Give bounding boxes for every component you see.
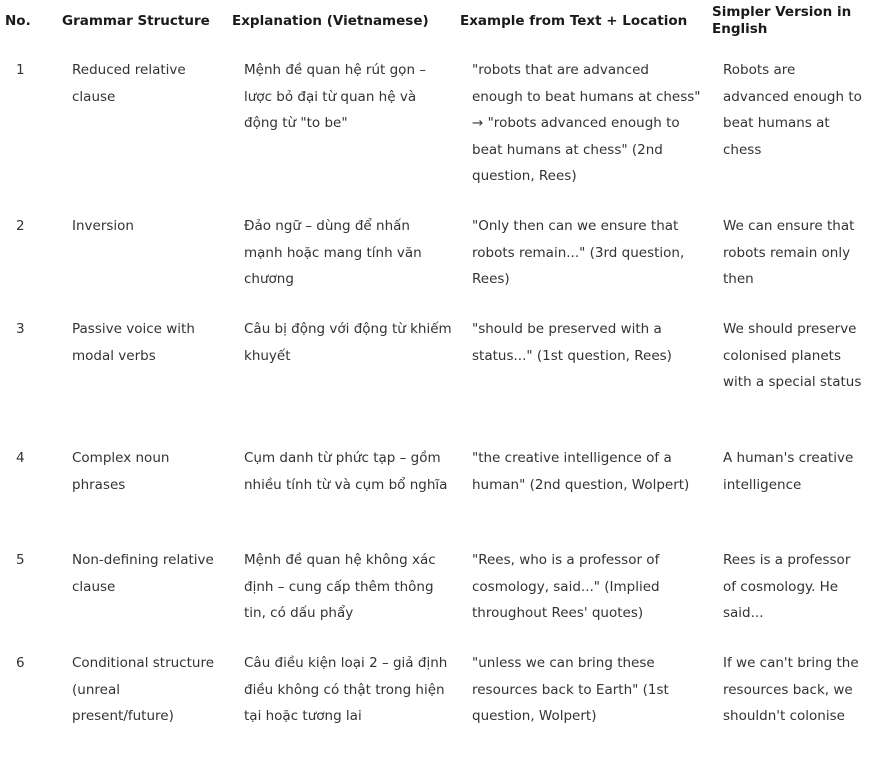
cell-structure: Passive voice with modal verbs: [72, 321, 195, 364]
cell-explanation: Đảo ngữ – dùng để nhấn mạnh hoặc mang tính văn chương: [244, 218, 422, 287]
cell-explanation: Câu bị động với động từ khiếm khuyết: [244, 321, 452, 364]
table-row: [0, 48, 869, 204]
cell-example: "the creative intelligence of a human" (2nd question, Wolpert): [472, 450, 690, 493]
cell-example: "robots that are advanced enough to beat humans at chess" → "robots advanced enough to beat humans at chess" (2nd question, Rees): [472, 62, 701, 184]
cell-no: 4: [16, 450, 25, 466]
cell-explanation: Cụm danh từ phức tạp – gồm nhiều tính từ và cụm bổ nghĩa: [244, 450, 448, 493]
header-no: No.: [5, 13, 31, 29]
table-row: [0, 641, 869, 768]
cell-structure: Non-defining relative clause: [72, 552, 214, 595]
cell-no: 1: [16, 62, 25, 78]
cell-simpler: If we can't bring the resources back, we shouldn't colonise: [723, 655, 859, 724]
header-grammar-structure: Grammar Structure: [62, 13, 210, 29]
cell-example: "unless we can bring these resources back to Earth" (1st question, Wolpert): [472, 655, 669, 724]
table-row: [0, 436, 869, 538]
table-row: [0, 538, 869, 641]
cell-structure: Complex noun phrases: [72, 450, 170, 493]
cell-structure: Conditional structure (unreal present/future): [72, 655, 215, 724]
cell-simpler: A human's creative intelligence: [723, 450, 854, 493]
header-row: [0, 0, 869, 48]
cell-example: "Rees, who is a professor of cosmology, said..." (Implied throughout Rees' quotes): [472, 552, 660, 621]
cell-example: "should be preserved with a status..." (1st question, Rees): [472, 321, 672, 364]
table-body: [0, 48, 869, 768]
header-explanation: Explanation (Vietnamese): [232, 13, 429, 29]
cell-no: 6: [16, 655, 25, 671]
cell-no: 2: [16, 218, 25, 234]
cell-no: 3: [16, 321, 25, 337]
table-header: [0, 0, 869, 48]
table-row: [0, 204, 869, 307]
cell-structure: Reduced relative clause: [72, 62, 186, 105]
cell-simpler: Robots are advanced enough to beat humans at chess: [723, 62, 862, 158]
header-example: Example from Text + Location: [460, 13, 688, 29]
cell-explanation: Mệnh đề quan hệ không xác định – cung cấp thêm thông tin, có dấu phẩy: [244, 552, 436, 621]
cell-example: "Only then can we ensure that robots remain..." (3rd question, Rees): [472, 218, 685, 287]
cell-simpler: We can ensure that robots remain only then: [723, 218, 855, 287]
table-row: [0, 307, 869, 436]
cell-explanation: Mệnh đề quan hệ rút gọn – lược bỏ đại từ quan hệ và động từ "to be": [244, 62, 427, 131]
cell-simpler: Rees is a professor of cosmology. He said...: [723, 552, 851, 621]
cell-structure: Inversion: [72, 218, 134, 234]
header-simpler-version: Simpler Version in English: [712, 4, 852, 37]
cell-explanation: Câu điều kiện loại 2 – giả định điều không có thật trong hiện tại hoặc tương lai: [244, 655, 448, 724]
cell-simpler: We should preserve colonised planets with a special status: [723, 321, 862, 390]
cell-no: 5: [16, 552, 25, 568]
